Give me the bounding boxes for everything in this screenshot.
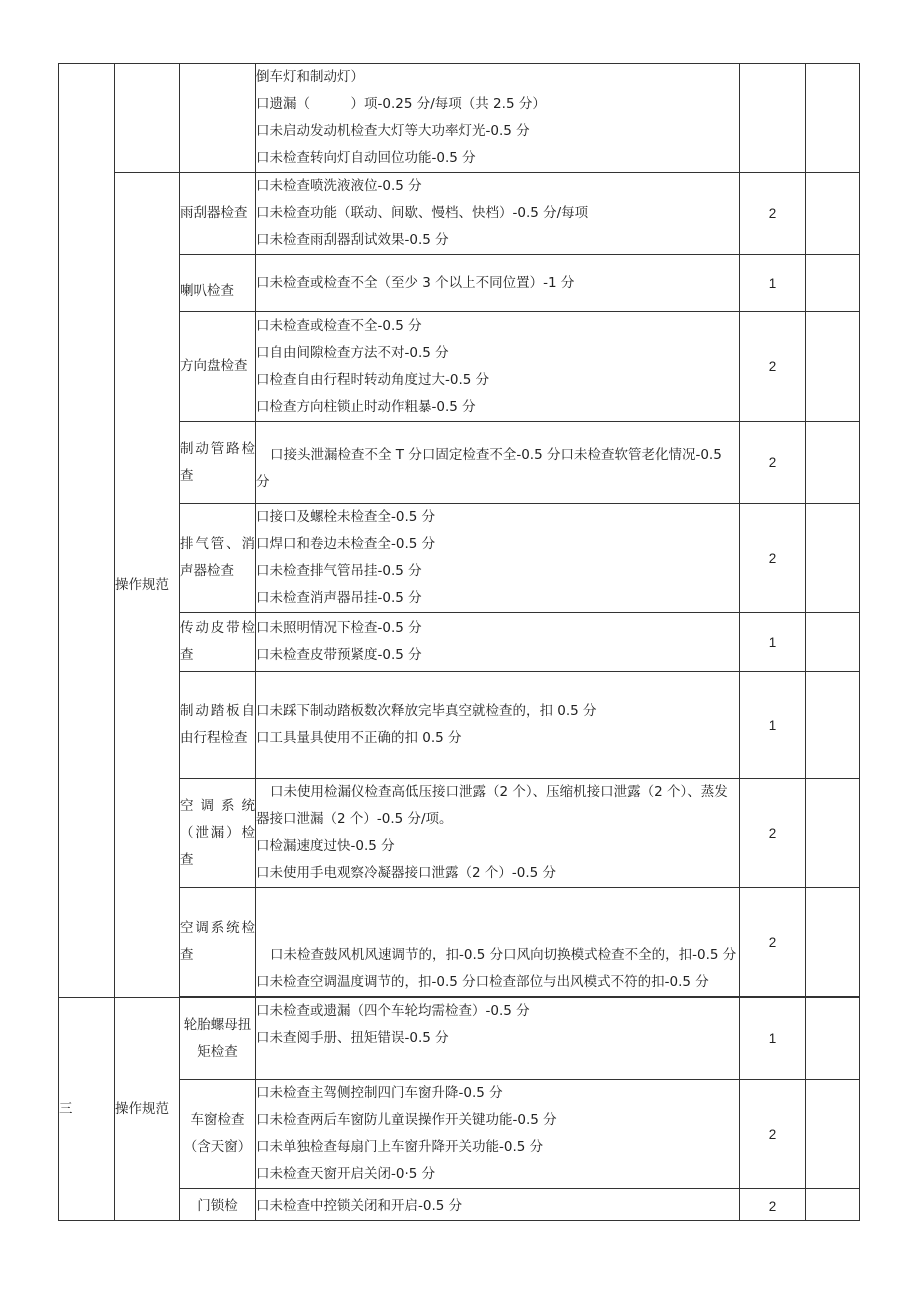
actual-score-cell bbox=[806, 888, 860, 997]
section-number: 三 bbox=[59, 998, 115, 1221]
actual-score-cell bbox=[806, 504, 860, 613]
deduction-criteria: 口未照明情况下检查-0.5 分 口未检查皮带预紧度-0.5 分 bbox=[256, 613, 740, 672]
score-value: 2 bbox=[740, 422, 806, 504]
table-row bbox=[59, 1189, 860, 1221]
table-row bbox=[59, 998, 860, 1080]
section-number bbox=[59, 64, 115, 998]
actual-score-cell bbox=[806, 1189, 860, 1221]
deduction-criteria: 口未踩下制动踏板数次释放完毕真空就检查的，扣 0.5 分 口工具量具使用不正确的扣 0.5 分 bbox=[256, 672, 740, 779]
actual-score-cell bbox=[806, 998, 860, 1080]
category-cell: 操作规范 bbox=[115, 173, 180, 998]
table-row bbox=[59, 255, 860, 312]
deduction-criteria: 口未检查中控锁关闭和开启-0.5 分 bbox=[256, 1189, 740, 1221]
table-row bbox=[59, 672, 860, 779]
actual-score-cell bbox=[806, 64, 860, 173]
score-value: 1 bbox=[740, 613, 806, 672]
actual-score-cell bbox=[806, 613, 860, 672]
score-value: 2 bbox=[740, 173, 806, 255]
score-value: 2 bbox=[740, 1189, 806, 1221]
item-name: 制动踏板自由行程检查 bbox=[180, 672, 256, 779]
deduction-criteria: 口接头泄漏检查不全 T 分口固定检查不全-0.5 分口未检查软管老化情况-0.5 分 bbox=[256, 422, 740, 504]
item-name: 轮胎螺母扭矩检查 bbox=[180, 998, 256, 1080]
item-name: 喇叭检查 bbox=[180, 255, 256, 312]
actual-score-cell bbox=[806, 173, 860, 255]
actual-score-cell bbox=[806, 255, 860, 312]
item-name: 雨刮器检查 bbox=[180, 173, 256, 255]
category-cell: 操作规范 bbox=[115, 998, 180, 1221]
actual-score-cell bbox=[806, 312, 860, 422]
table-row bbox=[59, 422, 860, 504]
actual-score-cell bbox=[806, 1080, 860, 1189]
item-name: 空调系统检查 bbox=[180, 888, 256, 997]
score-value bbox=[740, 64, 806, 173]
actual-score-cell bbox=[806, 779, 860, 888]
score-value: 2 bbox=[740, 779, 806, 888]
item-name bbox=[180, 64, 256, 173]
deduction-criteria: 口未检查或检查不全（至少 3 个以上不同位置）-1 分 bbox=[256, 255, 740, 312]
actual-score-cell bbox=[806, 422, 860, 504]
score-value: 2 bbox=[740, 888, 806, 997]
score-value: 2 bbox=[740, 504, 806, 613]
category-cell bbox=[115, 64, 180, 173]
deduction-criteria: 口未检查鼓风机风速调节的，扣-0.5 分口风向切换模式检查不全的，扣-0.5 分口未检查空调温度调节的，扣-0.5 分口检查部位与出风模式不符的扣-0.5 分 bbox=[256, 888, 740, 997]
deduction-criteria: 口未检查或遗漏（四个车轮均需检查）-0.5 分 口未查阅手册、扭矩错误-0.5 分 bbox=[256, 998, 740, 1080]
item-name: 空调系统（泄漏）检查 bbox=[180, 779, 256, 888]
actual-score-cell bbox=[806, 672, 860, 779]
table-row bbox=[59, 504, 860, 613]
table-row bbox=[59, 888, 860, 997]
score-value: 1 bbox=[740, 672, 806, 779]
deduction-criteria: 口未检查或检查不全-0.5 分 口自由间隙检查方法不对-0.5 分 口检查自由行程时转动角度过大-0.5 分 口检查方向柱锁止时动作粗暴-0.5 分 bbox=[256, 312, 740, 422]
deduction-criteria: 倒车灯和制动灯） 口遗漏（ ）项-0.25 分/每项（共 2.5 分） 口未启动发动机检查大灯等大功率灯光-0.5 分 口未检查转向灯自动回位功能-0.5 分 bbox=[256, 64, 740, 173]
score-value: 1 bbox=[740, 255, 806, 312]
item-name: 排气管、消声器检查 bbox=[180, 504, 256, 613]
item-name: 制动管路检查 bbox=[180, 422, 256, 504]
deduction-criteria: 口未使用检漏仪检查高低压接口泄露（2 个）、压缩机接口泄露（2 个）、蒸发器接口泄漏（2 个）-0.5 分/项。 口检漏速度过快-0.5 分 口未使用手电观察冷凝器接口泄露（2 个）-0.5 分 bbox=[256, 779, 740, 888]
score-value: 2 bbox=[740, 312, 806, 422]
deduction-criteria: 口接口及螺栓未检查全-0.5 分 口焊口和卷边未检查全-0.5 分 口未检查排气管吊挂-0.5 分 口未检查消声器吊挂-0.5 分 bbox=[256, 504, 740, 613]
table-row bbox=[59, 779, 860, 888]
grading-table bbox=[58, 63, 860, 1221]
table-row bbox=[59, 312, 860, 422]
table-row bbox=[59, 64, 860, 173]
item-name: 传动皮带检查 bbox=[180, 613, 256, 672]
table-row bbox=[59, 173, 860, 255]
table-row bbox=[59, 1080, 860, 1189]
deduction-criteria: 口未检查主驾侧控制四门车窗升降-0.5 分 口未检查两后车窗防儿童误操作开关键功能-0.5 分 口未单独检查每扇门上车窗升降开关功能-0.5 分 口未检查天窗开启关闭-0·5 分 bbox=[256, 1080, 740, 1189]
item-name: 车窗检查（含天窗） bbox=[180, 1080, 256, 1189]
item-name: 门锁检 bbox=[180, 1189, 256, 1221]
deduction-criteria: 口未检查喷洗液液位-0.5 分 口未检查功能（联动、间歇、慢档、快档）-0.5 分/每项 口未检查雨刮器刮试效果-0.5 分 bbox=[256, 173, 740, 255]
score-value: 2 bbox=[740, 1080, 806, 1189]
score-value: 1 bbox=[740, 998, 806, 1080]
table-row bbox=[59, 613, 860, 672]
item-name: 方向盘检查 bbox=[180, 312, 256, 422]
